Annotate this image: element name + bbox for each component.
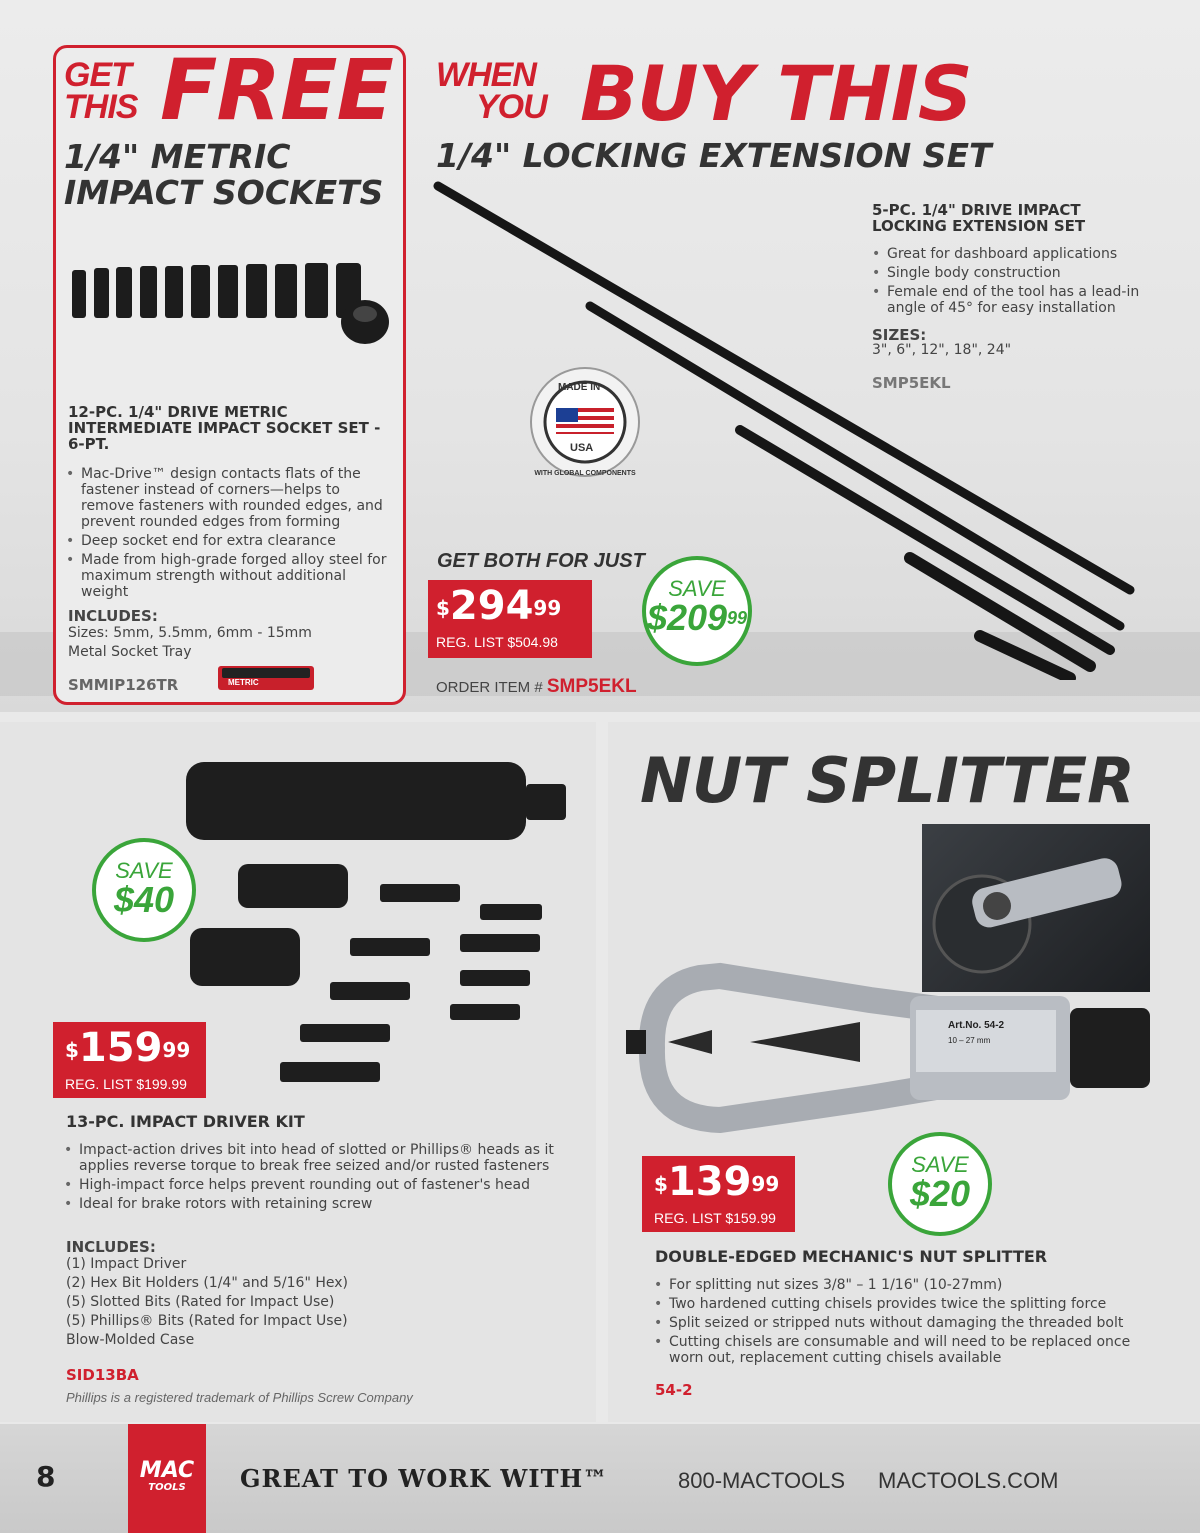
bullet: • Two hardened cutting chisels provides twice the splitting force <box>654 1296 1164 1312</box>
impact-sockets-image <box>70 262 390 352</box>
logo-top: MAC <box>139 1458 195 1483</box>
bullet: • Great for dashboard applications <box>872 246 1162 262</box>
buy-sizes-label: SIZES: <box>872 326 927 344</box>
footer-website[interactable]: MACTOOLS.COM <box>878 1468 1059 1493</box>
save-label: SAVE <box>668 576 726 601</box>
free-label: FREE <box>160 41 393 139</box>
page-number: 8 <box>36 1460 56 1493</box>
price-dollar: $ <box>65 1038 79 1062</box>
buy-this-label: BUY THIS <box>580 49 972 138</box>
free-includes-item: Sizes: 5mm, 5.5mm, 6mm - 15mm <box>68 625 312 641</box>
bullet: • Impact-action drives bit into head of slotted or Phillips® heads as it applies reverse torque to break free seized and/or rusted fasteners <box>64 1142 564 1174</box>
save-amount: $40 <box>113 879 175 920</box>
free-product-title: 12-PC. 1/4" DRIVE METRIC INTERMEDIATE IMPACT SOCKET SET - 6-PT. <box>68 403 381 453</box>
impact-price-box <box>53 1022 206 1098</box>
order-sku: SMP5EKL <box>546 676 637 697</box>
save-amount: $209 <box>646 597 728 638</box>
bullet: • Single body construction <box>872 265 1162 281</box>
socket-tray-image <box>218 666 314 690</box>
footer-tagline: GREAT TO WORK WITH™ <box>240 1464 609 1493</box>
impact-bullets <box>64 1142 564 1215</box>
free-title-line1: 1/4" METRIC <box>64 137 291 176</box>
free-title-line2: IMPACT SOCKETS <box>64 173 384 212</box>
bullet: • Ideal for brake rotors with retaining screw <box>64 1196 564 1212</box>
nut-product-title: DOUBLE-EDGED MECHANIC'S NUT SPLITTER <box>655 1247 1048 1266</box>
price-whole: 159 <box>78 1025 163 1071</box>
buy-save-badge <box>642 556 752 666</box>
impact-includes-label: INCLUDES: <box>66 1238 156 1256</box>
tool-range: 10 – 27 mm <box>948 1036 991 1045</box>
nut-splitter-image <box>620 948 1160 1148</box>
buy-price-box <box>428 580 592 658</box>
save-label: SAVE <box>911 1152 969 1177</box>
impact-includes-item: (2) Hex Bit Holders (1/4" and 5/16" Hex) <box>66 1275 348 1291</box>
bullet: • Deep socket end for extra clearance <box>66 533 396 549</box>
price-cents: 99 <box>533 596 562 620</box>
bullet: • Mac-Drive™ design contacts flats of the fastener instead of corners—helps to remove fasteners with rounded edges, and prevent rounded edges from forming <box>66 466 396 530</box>
badge-mid: USA <box>570 442 594 454</box>
buy-sku: SMP5EKL <box>872 374 951 392</box>
nut-bullets <box>654 1277 1164 1369</box>
buy-sizes: 3", 6", 12", 18", 24" <box>872 342 1012 358</box>
save-cents: 99 <box>727 608 748 628</box>
impact-includes-item: (5) Slotted Bits (Rated for Impact Use) <box>66 1294 335 1310</box>
save-label: SAVE <box>115 858 173 883</box>
you-label: YOU <box>476 88 547 126</box>
buy-bullets <box>872 246 1162 319</box>
order-label: ORDER ITEM # <box>436 679 543 696</box>
impact-includes-item: Blow-Molded Case <box>66 1332 195 1348</box>
free-includes-item: Metal Socket Tray <box>68 644 192 660</box>
mac-tools-logo <box>128 1424 206 1533</box>
bullet: • Female end of the tool has a lead-in angle of 45° for easy installation <box>872 284 1162 316</box>
impact-sku: SID13BA <box>66 1366 139 1384</box>
price-dollar: $ <box>654 1172 668 1196</box>
bullet: • For splitting nut sizes 3/8" – 1 1/16" (10-27mm) <box>654 1277 1164 1293</box>
this-label: THIS <box>64 88 138 126</box>
impact-includes-item: (1) Impact Driver <box>66 1256 187 1272</box>
badge-top: MADE IN <box>558 382 601 393</box>
nut-save-badge <box>888 1132 992 1236</box>
bullet: • Made from high-grade forged alloy steel for maximum strength without additional weight <box>66 552 396 600</box>
impact-product-title: 13-PC. IMPACT DRIVER KIT <box>66 1112 305 1131</box>
nut-reg-list: REG. LIST $159.99 <box>654 1210 776 1226</box>
free-includes-label: INCLUDES: <box>68 607 158 625</box>
free-sku: SMMIP126TR <box>68 676 179 694</box>
nut-splitter-heading: NUT SPLITTER <box>640 744 1135 817</box>
price-dollar: $ <box>436 596 450 620</box>
get-label: GET <box>64 56 131 94</box>
free-bullets <box>66 466 396 603</box>
logo-bottom: TOOLS <box>148 1482 186 1493</box>
save-amount: $20 <box>909 1173 971 1214</box>
tool-label: Art.No. 54-2 <box>948 1020 1005 1031</box>
impact-driver-kit-image <box>180 754 580 1124</box>
impact-save-badge <box>92 838 196 942</box>
bullet: • Split seized or stripped nuts without damaging the threaded bolt <box>654 1315 1164 1331</box>
made-in-usa-badge <box>516 362 654 484</box>
impact-reg-list: REG. LIST $199.99 <box>65 1076 187 1092</box>
price-cents: 99 <box>751 1172 780 1196</box>
impact-includes-item: (5) Phillips® Bits (Rated for Impact Use) <box>66 1313 348 1329</box>
order-item <box>436 676 637 698</box>
badge-bottom: WITH GLOBAL COMPONENTS <box>534 470 636 477</box>
nut-price-box <box>642 1156 795 1232</box>
tray-label: METRIC <box>228 678 259 687</box>
when-label: WHEN <box>436 56 536 94</box>
buy-title: 1/4" LOCKING EXTENSION SET <box>436 136 992 175</box>
bullet: • High-impact force helps prevent rounding out of fastener's head <box>64 1177 564 1193</box>
buy-reg-list: REG. LIST $504.98 <box>436 634 558 650</box>
bullet: • Cutting chisels are consumable and will need to be replaced once worn out, replacement cutting chisels available <box>654 1334 1164 1366</box>
trademark-note: Phillips is a registered trademark of Phillips Screw Company <box>66 1390 413 1405</box>
price-cents: 99 <box>162 1038 191 1062</box>
nut-sku: 54-2 <box>655 1381 693 1399</box>
get-both-label: GET BOTH FOR JUST <box>437 550 645 572</box>
buy-product-title: 5-PC. 1/4" DRIVE IMPACT LOCKING EXTENSION SET <box>872 201 1086 235</box>
price-whole: 139 <box>667 1159 752 1205</box>
price-whole: 294 <box>449 583 534 629</box>
footer-phone: 800-MACTOOLS <box>678 1468 846 1493</box>
